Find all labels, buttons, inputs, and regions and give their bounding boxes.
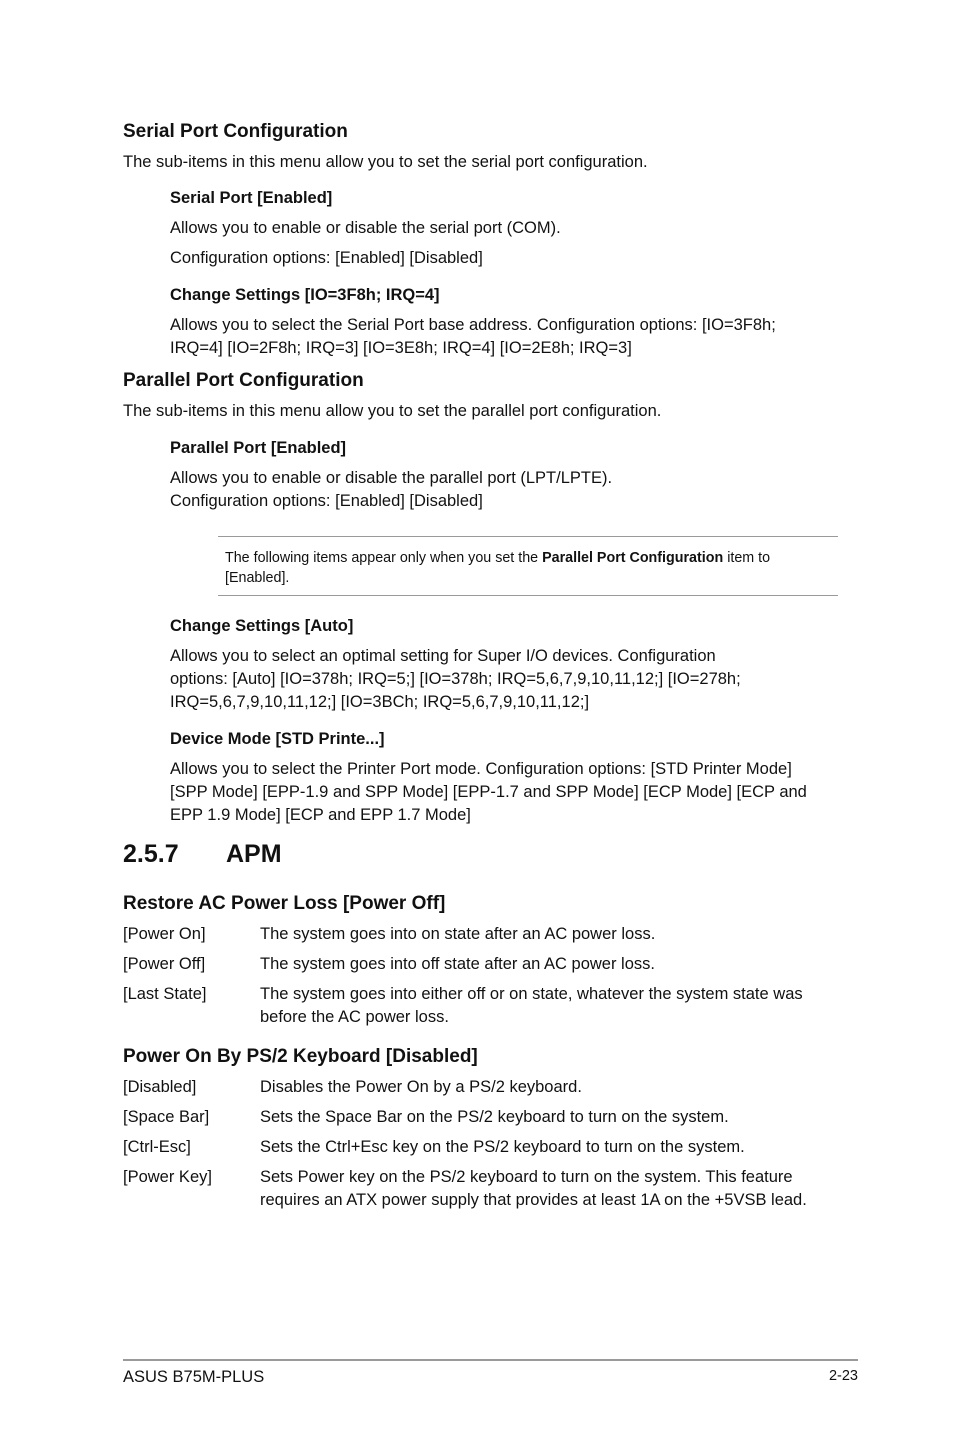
device-mode-line2: [SPP Mode] [EPP-1.9 and SPP Mode] [EPP-1.7 and SPP Mode] [ECP Mode] [ECP and <box>170 783 807 801</box>
serial-port-config-heading: Serial Port Configuration <box>123 121 348 142</box>
parallel-port-desc: Allows you to enable or disable the parallel port (LPT/LPTE). <box>170 469 613 487</box>
parallel-port-config-intro: The sub-items in this menu allow you to set the parallel port configuration. <box>123 402 662 420</box>
note-box <box>225 548 825 588</box>
ps2-option-desc-cont: requires an ATX power supply that provides at least 1A on the +5VSB lead. <box>260 1191 807 1209</box>
restore-option-desc: The system goes into on state after an AC power loss. <box>260 925 656 943</box>
restore-option-label: [Power On] <box>123 925 206 943</box>
serial-change-settings-title: Change Settings [IO=3F8h; IRQ=4] <box>170 286 440 304</box>
serial-port-desc: Allows you to enable or disable the serial port (COM). <box>170 219 561 237</box>
footer-page-number: 2-23 <box>828 1368 858 1384</box>
serial-change-settings-line2: IRQ=4] [IO=2F8h; IRQ=3] [IO=3E8h; IRQ=4] [IO=2E8h; IRQ=3] <box>170 339 632 357</box>
ps2-option-label: [Space Bar] <box>123 1108 210 1126</box>
ps2-option-label: [Disabled] <box>123 1078 197 1096</box>
serial-change-settings-line1: Allows you to select the Serial Port base address. Configuration options: [IO=3F8h; <box>170 316 776 334</box>
note-line1: The following items appear only when you set the Parallel Port Configuration item to <box>225 550 771 566</box>
footer-product-name: ASUS B75M-PLUS <box>123 1368 265 1386</box>
note-bold-term: Parallel Port Configuration <box>542 550 724 566</box>
section-title <box>123 840 282 869</box>
device-mode-line1: Allows you to select the Printer Port mode. Configuration options: [STD Printer Mode] <box>170 760 792 778</box>
parallel-change-settings-line3: IRQ=5,6,7,9,10,11,12;] [IO=3BCh; IRQ=5,6,7,9,10,11,12;] <box>170 693 590 711</box>
restore-option-desc: The system goes into off state after an AC power loss. <box>260 955 655 973</box>
device-mode-title: Device Mode [STD Printe...] <box>170 730 385 748</box>
ps2-option-desc: Disables the Power On by a PS/2 keyboard. <box>260 1078 582 1096</box>
ps2-option-desc: Sets Power key on the PS/2 keyboard to turn on the system. This feature <box>260 1168 793 1186</box>
footer-rule <box>123 1359 858 1361</box>
ps2-option-desc: Sets the Space Bar on the PS/2 keyboard to turn on the system. <box>260 1108 729 1126</box>
parallel-change-settings-line2: options: [Auto] [IO=378h; IRQ=5;] [IO=378h; IRQ=5,6,7,9,10,11,12;] [IO=278h; <box>170 670 741 688</box>
restore-option-label: [Power Off] <box>123 955 206 973</box>
serial-port-options: Configuration options: [Enabled] [Disabled] <box>170 249 483 267</box>
parallel-port-options: Configuration options: [Enabled] [Disabled] <box>170 492 483 510</box>
device-mode-line3: EPP 1.9 Mode] [ECP and EPP 1.7 Mode] <box>170 806 471 824</box>
parallel-port-title: Parallel Port [Enabled] <box>170 439 347 457</box>
serial-port-title: Serial Port [Enabled] <box>170 189 333 207</box>
note-line2: [Enabled]. <box>225 570 290 586</box>
restore-option-desc-cont: before the AC power loss. <box>260 1008 449 1026</box>
ps2-option-desc: Sets the Ctrl+Esc key on the PS/2 keyboard to turn on the system. <box>260 1138 745 1156</box>
parallel-port-config-heading: Parallel Port Configuration <box>123 370 364 391</box>
section-name: APM <box>226 840 282 868</box>
ps2-option-label: [Power Key] <box>123 1168 212 1186</box>
restore-option-label: [Last State] <box>123 985 207 1003</box>
restore-ac-heading: Restore AC Power Loss [Power Off] <box>123 893 446 914</box>
note-bottom-rule <box>218 595 838 596</box>
parallel-change-settings-line1: Allows you to select an optimal setting for Super I/O devices. Configuration <box>170 647 716 665</box>
note-top-rule <box>218 536 838 537</box>
ps2-option-label: [Ctrl-Esc] <box>123 1138 191 1156</box>
serial-port-config-intro: The sub-items in this menu allow you to set the serial port configuration. <box>123 153 648 171</box>
section-number: 2.5.7 <box>123 840 179 868</box>
restore-option-desc: The system goes into either off or on state, whatever the system state was <box>260 985 803 1003</box>
ps2-keyboard-heading: Power On By PS/2 Keyboard [Disabled] <box>123 1046 478 1067</box>
parallel-change-settings-title: Change Settings [Auto] <box>170 617 354 635</box>
